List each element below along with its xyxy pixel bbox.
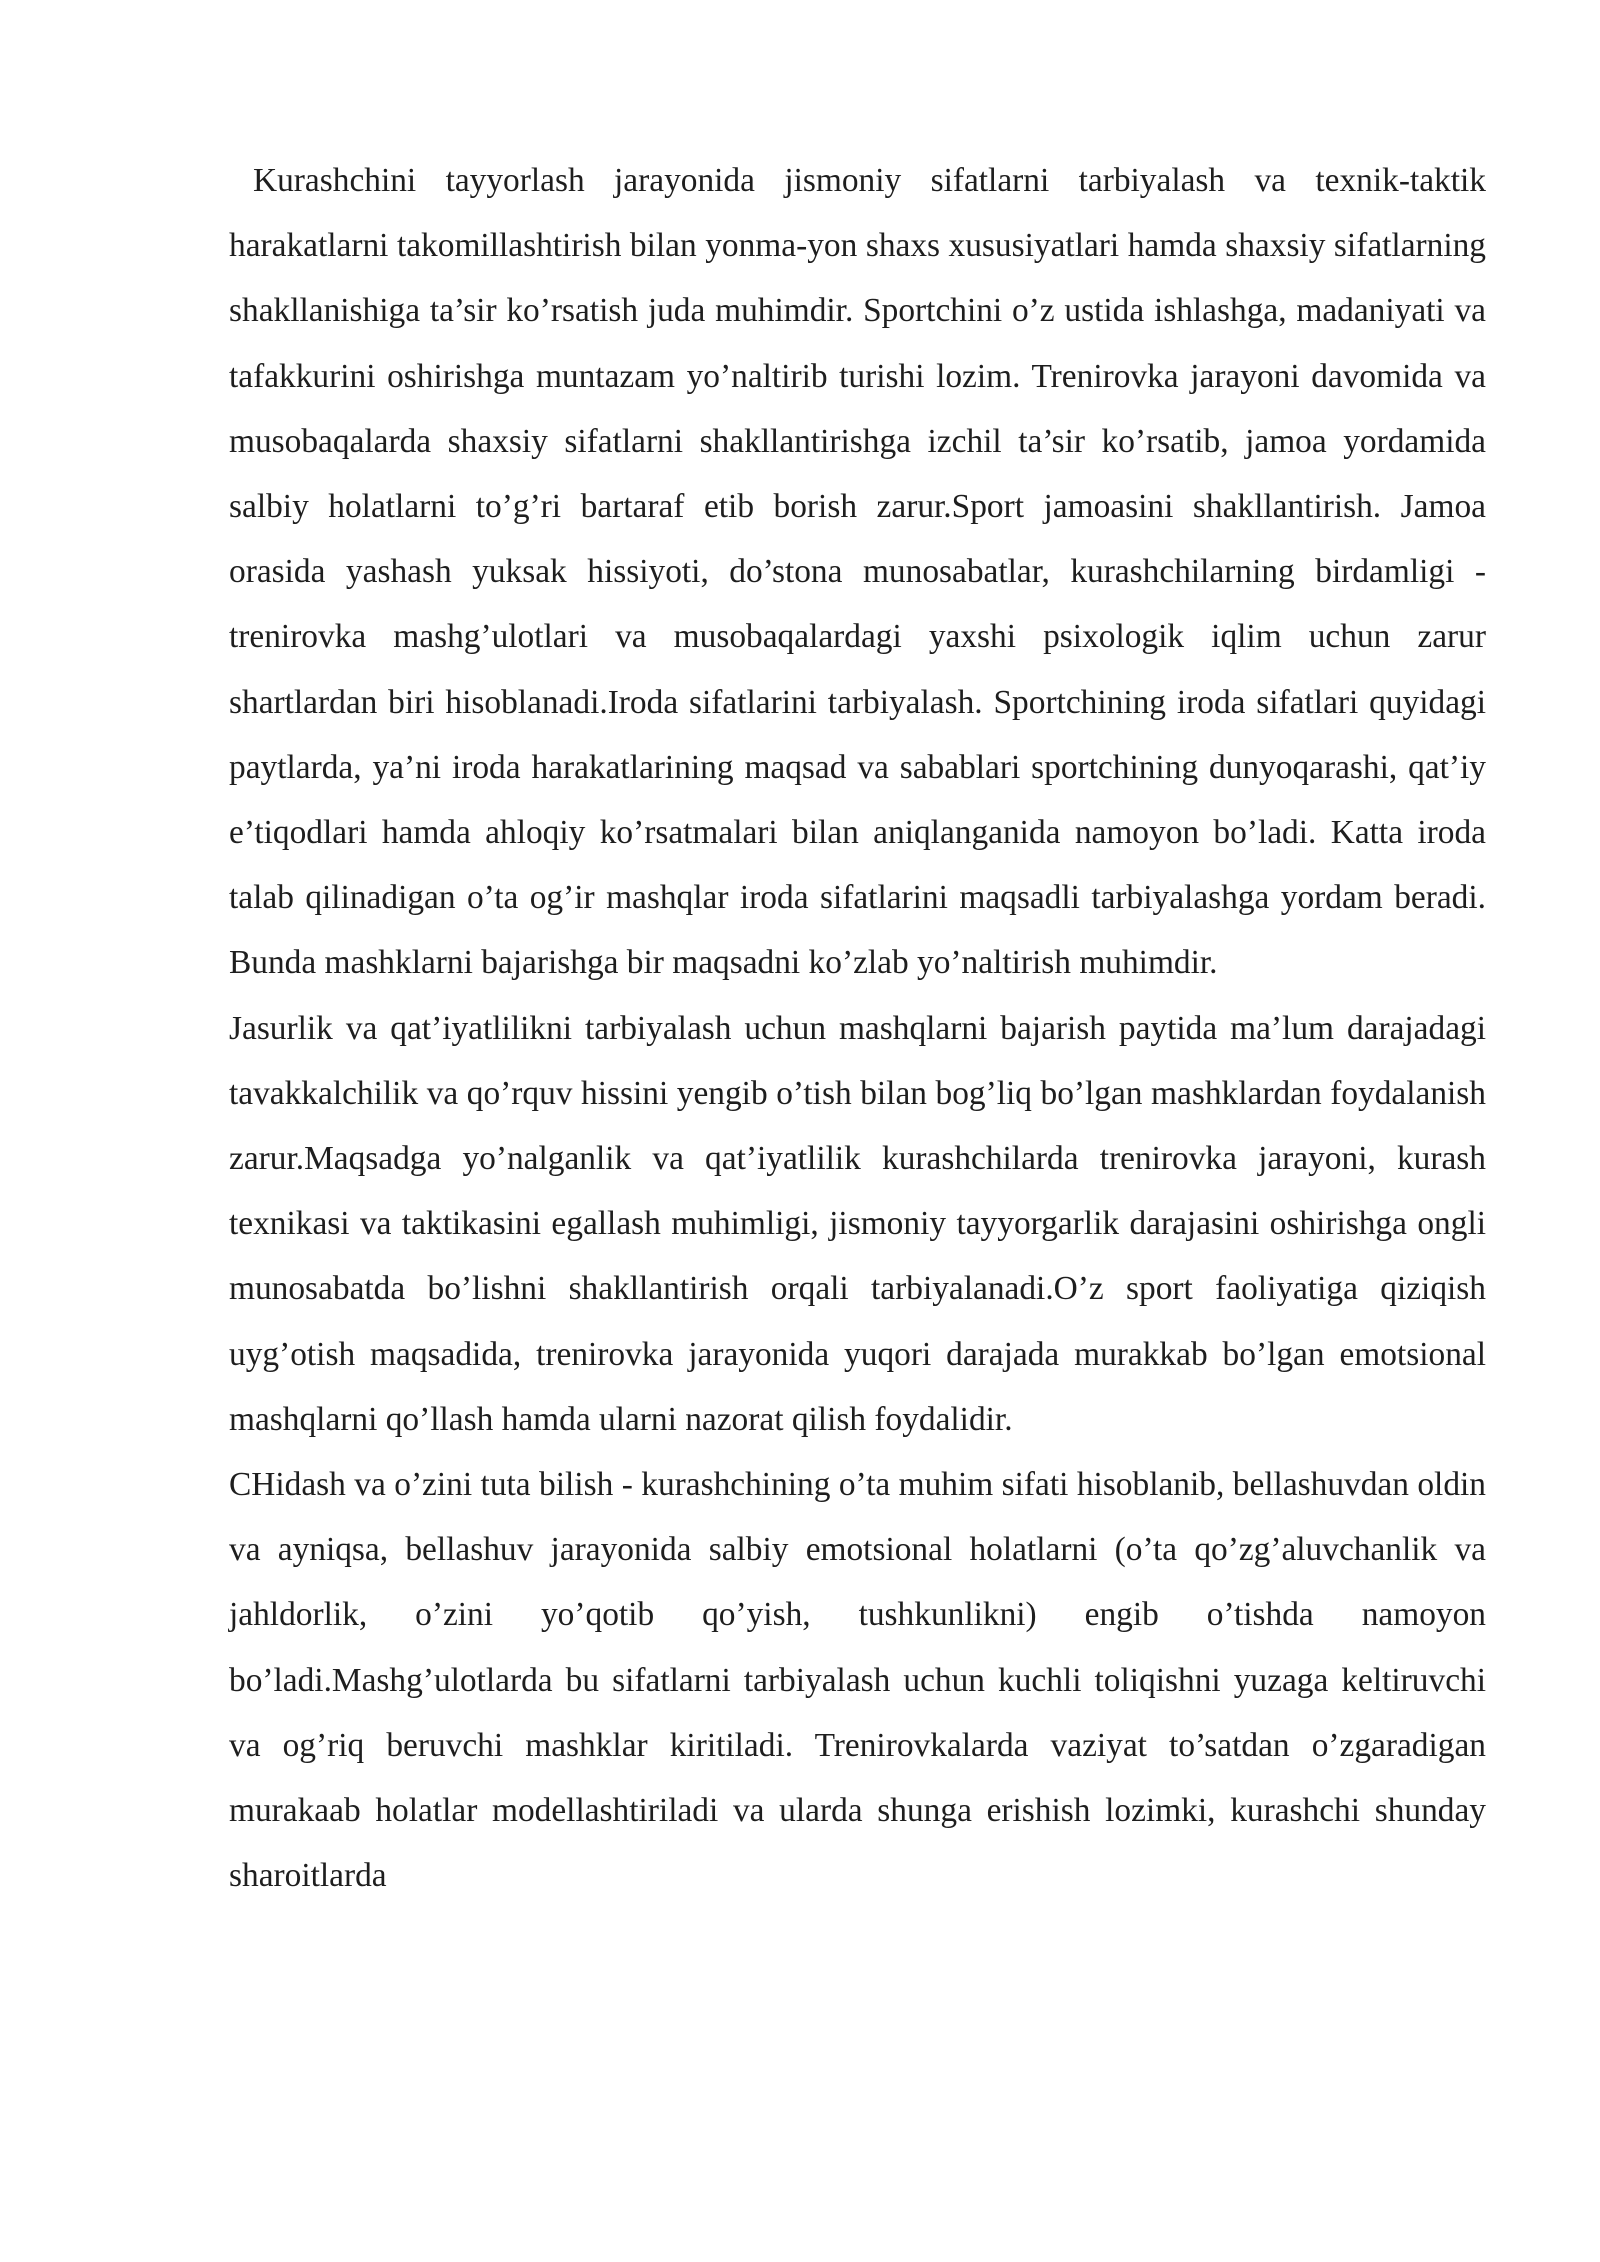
paragraph-personal-qualities: Kurashchini tayyorlash jarayonida jismoniy sifatlarni tarbiyalash va texnik-taktik harakatlarni takomillashtirish bilan yonma-yon shaxs xususiyatlari hamda shaxsiy sifatlarning shakllanishiga ta’sir ko’rsatish juda muhimdir. Sportchini o’z ustida ishlashga, madaniyati va tafakkurini oshirishga muntazam yo’naltirib turishi lozim. Trenirovka jarayoni davomida va musobaqalarda shaxsiy sifatlarni shakllantirishga izchil ta’sir ko’rsatib, jamoa yordamida salbiy holatlarni to’g’ri bartaraf etib borish zarur.Sport jamoasini shakllantirish. Jamoa orasida yashash yuksak hissiyoti, do’stona munosabatlar, kurashchilarning birdamligi - trenirovka mashg’ulotlari va musobaqalardagi yaxshi psixologik iqlim uchun zarur shartlardan biri hisoblanadi.Iroda sifatlarini tarbiyalash. Sportchining iroda sifatlari quyidagi paytlarda, ya’ni iroda harakatlarining maqsad va sabablari sportchining dunyoqarashi, qat’iy e’tiqodlari hamda ahloqiy ko’rsatmalari bilan aniqlanganida namoyon bo’ladi. Katta iroda talab qilinadigan o’ta og’ir mashqlar iroda sifatlarini maqsadli tarbiyalashga yordam beradi. Bunda mashklarni bajarishga bir maqsadni ko’zlab yo’naltirish muhimdir.: [229, 162, 1486, 982]
paragraph-courage-determination: Jasurlik va qat’iyatlilikni tarbiyalash uchun mashqlarni bajarish paytida ma’lum darajadagi tavakkalchilik va qo’rquv hissini yengib o’tish bilan bog’liq bo’lgan mashklardan foydalanish zarur.Maqsadga yo’nalganlik va qat’iyatlilik kurashchilarda trenirovka jarayoni, kurash texnikasi va taktikasini egallash muhimligi, jismoniy tayyorgarlik darajasini oshirishga ongli munosabatda bo’lishni shakllantirish orqali tarbiyalanadi.O’z sport faoliyatiga qiziqish uyg’otish maqsadida, trenirovka jarayonida yuqori darajada murakkab bo’lgan emotsional mashqlarni qo’llash hamda ularni nazorat qilish foydalidir.: [229, 1009, 1486, 1438]
text-body: [229, 148, 1486, 1908]
paragraph-endurance-self-control: CHidash va o’zini tuta bilish - kurashchining o’ta muhim sifati hisoblanib, bellashuvdan oldin va ayniqsa, bellashuv jarayonida salbiy emotsional holatlarni (o’ta qo’zg’aluvchanlik va jahldorlik, o’zini yo’qotib qo’yish, tushkunlikni) engib o’tishda namoyon bo’ladi.Mashg’ulotlarda bu sifatlarni tarbiyalash uchun kuchli toliqishni yuzaga keltiruvchi va og’riq beruvchi mashklar kiritiladi. Trenirovkalarda vaziyat to’satdan o’zgaradigan murakaab holatlar modellashtiriladi va ularda shunga erishish lozimki, kurashchi shunday sharoitlarda: [229, 1466, 1486, 1895]
